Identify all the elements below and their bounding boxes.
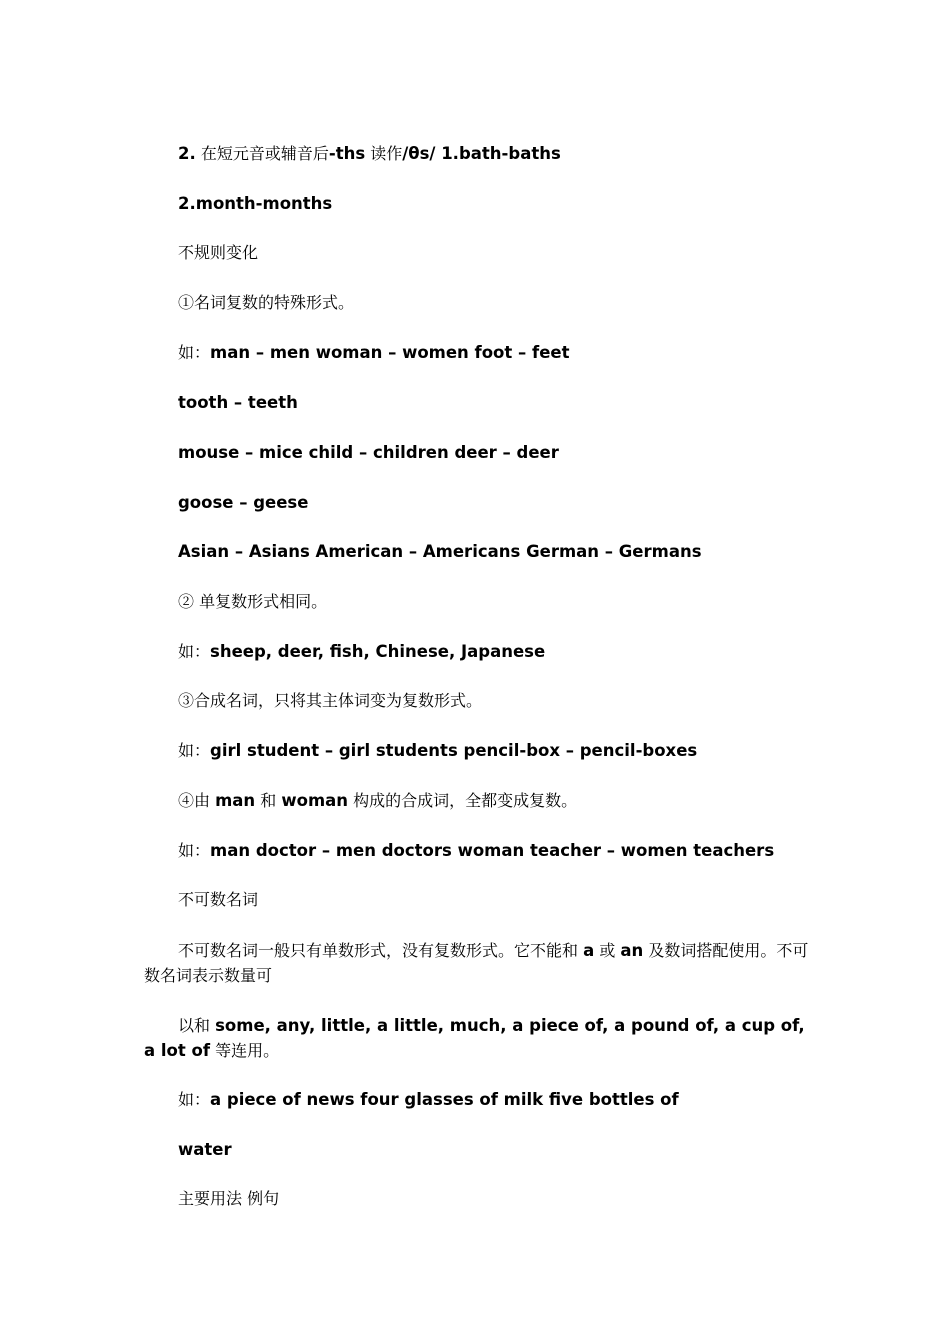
- text-line-7: mouse – mice child – children deer – deer: [178, 443, 559, 462]
- text-line-11: 如：sheep, deer, fish, Chinese, Japanese: [178, 642, 546, 661]
- text-line-12: ③合成名词，只将其主体词变为复数形式。: [178, 691, 483, 710]
- text-line-water: water: [178, 1140, 232, 1159]
- paragraph-uncountable-1: 不可数名词一般只有单数形式，没有复数形式。它不能和 a 或 an 及数词搭配使用。不可数名词表示数量可: [144, 941, 809, 985]
- text-line-8: goose – geese: [178, 493, 309, 512]
- text-line-1: 2. 在短元音或辅音后-ths 读作/θs/ 1.bath-baths: [178, 144, 561, 163]
- text-line-14: ④由 man 和 woman 构成的合成词，全都变成复数。: [178, 791, 578, 810]
- text-line-example: 如：a piece of news four glasses of milk five bottles of: [178, 1090, 679, 1109]
- heading-main-usage: 主要用法 例句: [178, 1189, 280, 1208]
- heading-uncountable: 不可数名词: [178, 890, 259, 909]
- text-line-10: ② 单复数形式相同。: [178, 592, 328, 611]
- text-line-2: 2.month-months: [178, 194, 333, 213]
- heading-irregular: 不规则变化: [178, 243, 259, 262]
- text-line-6: tooth – teeth: [178, 393, 298, 412]
- text-line-4: ①名词复数的特殊形式。: [178, 293, 355, 312]
- text-line-9: Asian – Asians American – Americans German – Germans: [178, 542, 702, 561]
- paragraph-uncountable-2: 以和 some, any, little, a little, much, a piece of, a pound of, a cup of, a lot of 等连用。: [144, 1016, 805, 1060]
- text-line-5: 如：man – men woman – women foot – feet: [178, 343, 570, 362]
- text-line-15: 如：man doctor – men doctors woman teacher – women teachers: [178, 841, 775, 860]
- text-line-13: 如：girl student – girl students pencil-box – pencil-boxes: [178, 741, 698, 760]
